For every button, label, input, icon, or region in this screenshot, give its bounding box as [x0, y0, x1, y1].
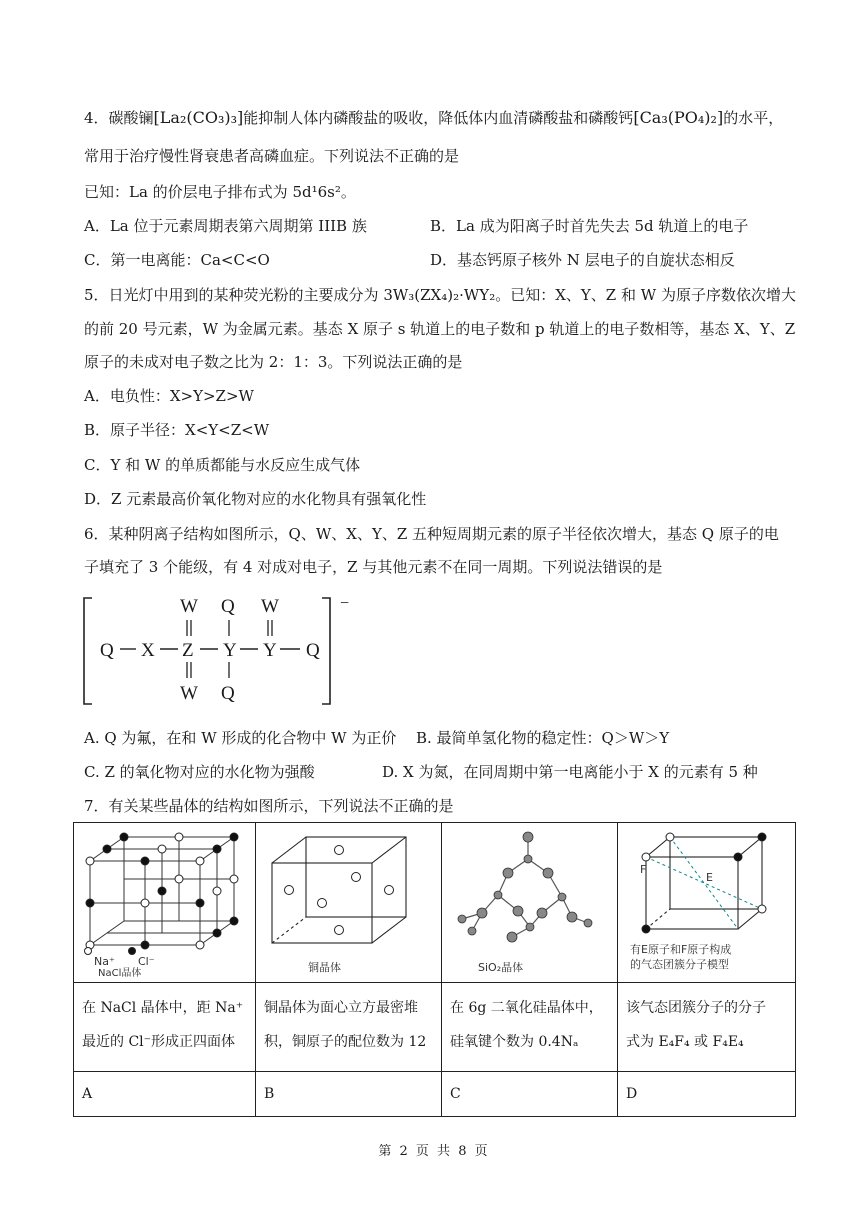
atom-q-bottom: Q	[221, 683, 235, 704]
ca-formula: [Ca₃(PO₄)₂]	[633, 108, 724, 127]
desc-a: 在 NaCl 晶体中，距 Na⁺ 最近的 Cl⁻形成正四面体	[74, 983, 256, 1072]
atom-w-top-1: W	[180, 596, 198, 617]
cluster-label-e: E	[706, 871, 713, 884]
atom-w-top-2: W	[261, 596, 279, 617]
cluster-figure-cell	[618, 823, 796, 983]
anion-structure-diagram	[78, 592, 368, 712]
sio2-crystal-icon	[442, 823, 616, 969]
q4-line2: 常用于治疗慢性肾衰患者高磷血症。下列说法不正确的是	[84, 147, 460, 165]
atom-z: Z	[182, 640, 194, 661]
q7-stem: 7．有关某些晶体的结构如图所示，下列说法不正确的是	[84, 797, 454, 815]
cu-caption: 铜晶体	[308, 961, 341, 974]
left-bracket	[84, 598, 92, 704]
cluster-label-f: F	[640, 863, 647, 876]
q5-line3: 原子的未成对电子数之比为 2：1：3。下列说法正确的是	[84, 353, 463, 371]
q4-option-c: C．第一电离能：Ca<C<O	[84, 251, 270, 269]
crystal-table	[73, 822, 796, 1117]
atom-y-1: Y	[223, 640, 237, 661]
anion-charge: −	[340, 595, 350, 612]
q5-option-a: A．电负性：X>Y>Z>W	[84, 387, 254, 405]
atom-q-right: Q	[306, 640, 320, 661]
copper-crystal-icon	[256, 823, 440, 969]
q5-line2: 的前 20 号元素，W 为金属元素。基态 X 原子 s 轨道上的电子数和 p 轨道上的电子数相等，基态 X、Y、Z	[84, 320, 796, 338]
atom-x: X	[141, 640, 155, 661]
page-footer: 第 2 页 共 8 页	[378, 1144, 490, 1159]
q6-option-a: A. Q 为氟，在和 W 形成的化合物中 W 为正价	[84, 729, 397, 747]
option-label-a: A	[74, 1072, 256, 1117]
q6-line1: 6．某种阴离子结构如图所示，Q、W、X、Y、Z 五种短周期元素的原子半径依次增大，基态 Q 原子的电	[84, 525, 779, 543]
q6-option-b: B. 最简单氢化物的稳定性：Q＞W＞Y	[416, 729, 670, 747]
atom-y-2: Y	[263, 640, 277, 661]
q4-line1: 4．碳酸镧[La₂(CO₃)₃]能抑制人体内磷酸盐的吸收，降低体内血清磷酸盐和磷酸钙[Ca₃(PO₄)₂]的水平，	[84, 108, 784, 127]
la-formula: [La₂(CO₃)₃]	[153, 108, 244, 127]
q4-given: 已知：La 的价层电子排布式为 5d¹6s²。	[84, 183, 356, 201]
cluster-caption-1: 有E原子和F原子构成	[630, 943, 732, 956]
q5-line1: 5．日光灯中用到的某种荧光粉的主要成分为 3W₃(ZX₄)₂·WY₂。已知：X、Y、Z 和 W 为原子序数依次增大	[84, 286, 796, 304]
sio2-figure-cell	[442, 823, 618, 983]
desc-b: 铜晶体为面心立方最密堆 积，铜原子的配位数为 12	[256, 983, 442, 1072]
q5-option-c: C．Y 和 W 的单质都能与水反应生成气体	[84, 456, 361, 474]
q5-option-d: D．Z 元素最高价氧化物对应的水化物具有强氧化性	[84, 490, 427, 508]
desc-c: 在 6g 二氧化硅晶体中， 硅氧键个数为 0.4Nₐ	[442, 983, 618, 1072]
nacl-legend-cl: Cl⁻	[138, 955, 155, 968]
q6-option-d: D. X 为氮，在同周期中第一电离能小于 X 的元素有 5 种	[382, 763, 758, 781]
q4-option-a: A．La 位于元素周期表第六周期第 IIIB 族	[84, 217, 367, 235]
option-label-b: B	[256, 1072, 442, 1117]
q6-option-c: C. Z 的氧化物对应的水化物为强酸	[84, 763, 315, 781]
atom-w-bottom: W	[180, 683, 198, 704]
desc-d: 该气态团簇分子的分子 式为 E₄F₄ 或 F₄E₄	[618, 983, 796, 1072]
q4-option-d: D．基态钙原子核外 N 层电子的自旋状态相反	[430, 251, 735, 269]
q4-intro: 4．碳酸镧	[84, 109, 154, 127]
cu-figure-cell	[256, 823, 442, 983]
nacl-legend-na: Na⁺	[94, 955, 115, 968]
option-label-d: D	[618, 1072, 796, 1117]
q6-line2: 子填充了 3 个能级，有 4 对成对电子，Z 与其他元素不在同一周期。下列说法错误的是	[84, 558, 663, 576]
option-row	[74, 1072, 796, 1117]
right-bracket	[322, 598, 330, 704]
description-row	[74, 983, 796, 1072]
q4-option-b: B．La 成为阳离子时首先失去 5d 轨道上的电子	[430, 217, 749, 235]
q5-option-b: B．原子半径：X<Y<Z<W	[84, 421, 270, 439]
sio2-caption: SiO₂晶体	[478, 961, 524, 974]
figure-row	[74, 823, 796, 983]
cluster-caption-2: 的气态团簇分子模型	[630, 958, 729, 971]
atom-q-top: Q	[221, 596, 235, 617]
atom-q-left: Q	[100, 640, 114, 661]
nacl-caption: NaCl晶体	[98, 968, 142, 979]
option-label-c: C	[442, 1072, 618, 1117]
nacl-figure-cell	[74, 823, 256, 983]
